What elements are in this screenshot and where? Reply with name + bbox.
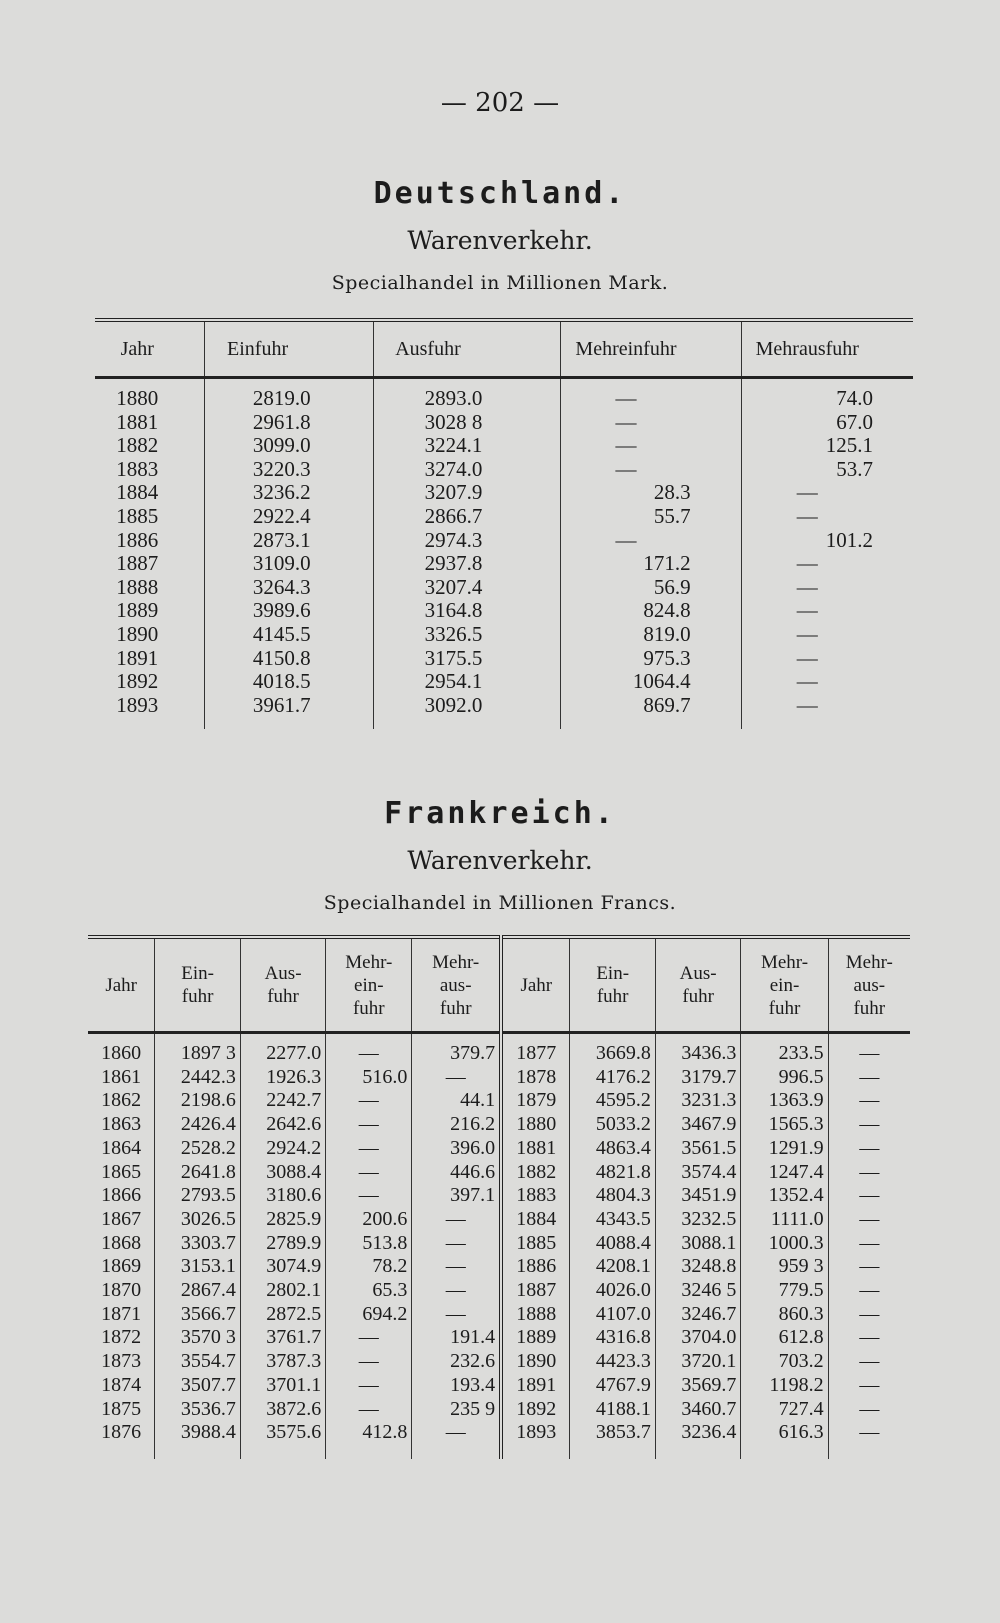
cell-export-surplus-left: 396.0: [412, 1137, 501, 1161]
cell-year-right: 1888: [501, 1303, 570, 1327]
cell-import-left: 2442.3: [155, 1066, 240, 1090]
cell-import-right: 4026.0: [570, 1279, 655, 1303]
cell-year-left: 1867: [101, 1207, 142, 1230]
column-header-export-right: Aus- fuhr: [655, 937, 740, 1033]
cell-import-surplus-left: —: [326, 1350, 412, 1374]
cell-export-right: 3460.7: [655, 1398, 740, 1422]
cell-export: 3028 8: [373, 411, 561, 435]
cell-export-right: 3467.9: [655, 1113, 740, 1137]
cell-year-left: 1864: [101, 1136, 142, 1159]
table-row: [95, 458, 913, 482]
cell-year-right: 1890: [501, 1350, 570, 1374]
cell-year-right: 1887: [501, 1279, 570, 1303]
cell-export-surplus-left: 232.6: [412, 1350, 501, 1374]
cell-export-surplus-right: —: [828, 1208, 910, 1232]
table-header-row: [88, 937, 910, 1033]
cell-import-surplus-right: 727.4: [741, 1398, 828, 1422]
table-row: [88, 1255, 910, 1279]
cell-year-left: 1868: [101, 1231, 142, 1254]
table-row: [88, 1279, 910, 1303]
cell-import-surplus-right: 703.2: [741, 1350, 828, 1374]
cell-import-right: 4804.3: [570, 1184, 655, 1208]
column-header-import: Einfuhr: [204, 320, 373, 378]
cell-year-left: 1861: [101, 1065, 142, 1088]
cell-export-surplus-right: —: [828, 1255, 910, 1279]
cell-year-right: 1886: [501, 1255, 570, 1279]
cell-year: 1887: [116, 551, 159, 576]
cell-export-surplus-right: —: [828, 1033, 910, 1066]
cell-export-left: 3787.3: [240, 1350, 325, 1374]
cell-import-surplus: 819.0: [561, 623, 741, 647]
cell-import: 3220.3: [204, 458, 373, 482]
cell-import-surplus: 56.9: [561, 576, 741, 600]
cell-year-left: 1873: [101, 1350, 142, 1373]
column-header-export-left: Aus- fuhr: [240, 937, 325, 1033]
cell-import-surplus-left: —: [326, 1326, 412, 1350]
cell-export-surplus: 53.7: [741, 458, 913, 482]
table-row: [88, 1232, 910, 1256]
cell-import-left: 3507.7: [155, 1374, 240, 1398]
cell-export: 3207.4: [373, 576, 561, 600]
cell-import-surplus-left: 516.0: [326, 1066, 412, 1090]
cell-import-left: 2426.4: [155, 1113, 240, 1137]
cell-export-surplus: 125.1: [741, 434, 913, 458]
table-row: [88, 1066, 910, 1090]
page-number: — 202 —: [440, 88, 560, 118]
cell-import-surplus: 975.3: [561, 647, 741, 671]
table-row: [88, 1137, 910, 1161]
cell-import-right: 3669.8: [570, 1033, 655, 1066]
cell-import-right: 4821.8: [570, 1161, 655, 1185]
column-header-export-surplus: Mehrausfuhr: [741, 320, 913, 378]
cell-export: 2893.0: [373, 378, 561, 411]
cell-import-surplus-right: 616.3: [741, 1421, 828, 1459]
cell-year-left: 1860: [101, 1042, 142, 1064]
cell-export-surplus-right: —: [828, 1303, 910, 1327]
cell-import-surplus: 824.8: [561, 599, 741, 623]
cell-export-surplus-left: —: [412, 1303, 501, 1327]
cell-import-surplus: 55.7: [561, 505, 741, 529]
cell-export-surplus: —: [741, 647, 913, 671]
cell-export-right: 3236.4: [655, 1421, 740, 1459]
cell-import: 4150.8: [204, 647, 373, 671]
cell-import-surplus-right: 1111.0: [741, 1208, 828, 1232]
cell-import-left: 3153.1: [155, 1255, 240, 1279]
cell-import-right: 5033.2: [570, 1113, 655, 1137]
cell-export-left: 2242.7: [240, 1089, 325, 1113]
cell-import-surplus-left: —: [326, 1184, 412, 1208]
table-row: [88, 1398, 910, 1422]
cell-import-right: 4188.1: [570, 1398, 655, 1422]
column-header-import-right: Ein- fuhr: [570, 937, 655, 1033]
cell-export-surplus: —: [741, 694, 913, 730]
table-row: [88, 1303, 910, 1327]
cell-year: 1889: [116, 598, 159, 623]
cell-export-surplus-right: —: [828, 1066, 910, 1090]
cell-export-left: 2802.1: [240, 1279, 325, 1303]
cell-import: 2922.4: [204, 505, 373, 529]
cell-import-left: 3554.7: [155, 1350, 240, 1374]
cell-import: 3989.6: [204, 599, 373, 623]
france-trade-table: [88, 935, 910, 1459]
cell-import-left: 2793.5: [155, 1184, 240, 1208]
column-header-export-surplus-right: Mehr- aus- fuhr: [828, 937, 910, 1033]
table-row: [88, 1161, 910, 1185]
cell-export-surplus-left: —: [412, 1066, 501, 1090]
cell-export-surplus-right: —: [828, 1089, 910, 1113]
cell-year-right: 1881: [501, 1137, 570, 1161]
table-row: [88, 1374, 910, 1398]
cell-year-left: 1865: [101, 1160, 142, 1183]
cell-year-right: 1892: [501, 1398, 570, 1422]
table-row: [88, 1033, 910, 1066]
cell-import-right: 4208.1: [570, 1255, 655, 1279]
cell-import-surplus: 1064.4: [561, 670, 741, 694]
cell-export-right: 3720.1: [655, 1350, 740, 1374]
cell-year: 1886: [116, 527, 159, 552]
cell-import-surplus-right: 1198.2: [741, 1374, 828, 1398]
cell-export: 2937.8: [373, 552, 561, 576]
cell-year-right: 1891: [501, 1374, 570, 1398]
cell-import-left: 3303.7: [155, 1232, 240, 1256]
cell-export-surplus-left: 379.7: [412, 1033, 501, 1066]
cell-export-left: 3180.6: [240, 1184, 325, 1208]
cell-year-left: 1875: [101, 1397, 142, 1420]
cell-export-left: 3074.9: [240, 1255, 325, 1279]
column-header-import-surplus-left: Mehr- ein- fuhr: [326, 937, 412, 1033]
cell-export-surplus-left: 191.4: [412, 1326, 501, 1350]
table-row: [95, 529, 913, 553]
cell-import-surplus-left: —: [326, 1089, 412, 1113]
cell-year: 1890: [116, 621, 159, 646]
cell-import-left: 3566.7: [155, 1303, 240, 1327]
table-row: [95, 505, 913, 529]
cell-export-surplus-left: 446.6: [412, 1161, 501, 1185]
table-row: [88, 1421, 910, 1459]
cell-import-surplus-left: 513.8: [326, 1232, 412, 1256]
cell-year: 1893: [116, 692, 159, 717]
cell-import-left: 2867.4: [155, 1279, 240, 1303]
cell-export-right: 3246.7: [655, 1303, 740, 1327]
cell-year-left: 1871: [101, 1302, 142, 1325]
cell-export-left: 2872.5: [240, 1303, 325, 1327]
cell-export: 2954.1: [373, 670, 561, 694]
cell-import-surplus-left: —: [326, 1398, 412, 1422]
cell-import-right: 4423.3: [570, 1350, 655, 1374]
cell-export-surplus-left: 193.4: [412, 1374, 501, 1398]
cell-year-right: 1893: [501, 1421, 570, 1459]
cell-import: 3109.0: [204, 552, 373, 576]
cell-year: 1884: [116, 480, 159, 505]
cell-import-left: 3570 3: [155, 1326, 240, 1350]
cell-year: 1892: [116, 669, 159, 694]
table-row: [88, 1089, 910, 1113]
cell-import-surplus-left: 694.2: [326, 1303, 412, 1327]
cell-import-surplus: 171.2: [561, 552, 741, 576]
cell-import-surplus-left: 78.2: [326, 1255, 412, 1279]
cell-year-left: 1872: [101, 1326, 142, 1349]
cell-import-right: 4343.5: [570, 1208, 655, 1232]
france-subtitle: Warenverkehr.: [407, 846, 593, 875]
cell-year-left: 1874: [101, 1373, 142, 1396]
cell-year: 1883: [116, 456, 159, 481]
cell-import-surplus-right: 959 3: [741, 1255, 828, 1279]
cell-import-surplus: —: [561, 529, 741, 553]
cell-export-surplus-left: —: [412, 1279, 501, 1303]
cell-year-right: 1880: [501, 1113, 570, 1137]
france-title: Frankreich.: [384, 796, 616, 831]
table-row: [95, 670, 913, 694]
cell-export-surplus-right: —: [828, 1374, 910, 1398]
cell-export: 3164.8: [373, 599, 561, 623]
table-row: [95, 576, 913, 600]
cell-export-right: 3088.1: [655, 1232, 740, 1256]
table-row: [95, 434, 913, 458]
cell-export-right: 3248.8: [655, 1255, 740, 1279]
cell-import: 4145.5: [204, 623, 373, 647]
cell-export-left: 2277.0: [240, 1033, 325, 1066]
cell-import-left: 2528.2: [155, 1137, 240, 1161]
cell-import-left: 3988.4: [155, 1421, 240, 1459]
column-header-export: Ausfuhr: [373, 320, 561, 378]
table-row: [95, 599, 913, 623]
germany-title: Deutschland.: [373, 176, 627, 211]
cell-export-left: 2825.9: [240, 1208, 325, 1232]
cell-import-right: 4107.0: [570, 1303, 655, 1327]
table-row: [95, 623, 913, 647]
table-row: [88, 1350, 910, 1374]
cell-export-right: 3179.7: [655, 1066, 740, 1090]
cell-import-surplus-right: 1291.9: [741, 1137, 828, 1161]
column-header-year-left: Jahr: [88, 937, 155, 1033]
cell-export-right: 3561.5: [655, 1137, 740, 1161]
germany-subtitle: Warenverkehr.: [407, 226, 593, 255]
cell-export-right: 3231.3: [655, 1089, 740, 1113]
cell-year-right: 1878: [501, 1066, 570, 1090]
cell-export-surplus: —: [741, 552, 913, 576]
cell-import-surplus-left: —: [326, 1161, 412, 1185]
cell-export-right: 3451.9: [655, 1184, 740, 1208]
column-header-year: Jahr: [95, 320, 204, 378]
table-row: [88, 1326, 910, 1350]
cell-export-surplus: 67.0: [741, 411, 913, 435]
germany-caption: Specialhandel in Millionen Mark.: [331, 272, 669, 294]
cell-import-surplus: —: [561, 434, 741, 458]
cell-import-surplus-left: —: [326, 1113, 412, 1137]
cell-export-surplus-right: —: [828, 1184, 910, 1208]
cell-export-right: 3569.7: [655, 1374, 740, 1398]
cell-import-left: 3026.5: [155, 1208, 240, 1232]
cell-export-surplus: —: [741, 505, 913, 529]
cell-year-left: 1862: [101, 1089, 142, 1112]
cell-year-right: 1885: [501, 1232, 570, 1256]
cell-import-surplus-left: 412.8: [326, 1421, 412, 1459]
cell-export-surplus: —: [741, 623, 913, 647]
cell-export-left: 3701.1: [240, 1374, 325, 1398]
cell-import-surplus-right: 1352.4: [741, 1184, 828, 1208]
cell-import-surplus-right: 1247.4: [741, 1161, 828, 1185]
cell-year-right: 1879: [501, 1089, 570, 1113]
cell-export-surplus-left: 44.1: [412, 1089, 501, 1113]
cell-export-surplus-right: —: [828, 1232, 910, 1256]
cell-year-left: 1876: [101, 1421, 142, 1444]
cell-import-right: 4088.4: [570, 1232, 655, 1256]
cell-import-surplus: —: [561, 458, 741, 482]
cell-export-surplus: 74.0: [741, 378, 913, 411]
table-row: [88, 1184, 910, 1208]
cell-import: 3264.3: [204, 576, 373, 600]
cell-export-surplus-left: —: [412, 1421, 501, 1459]
cell-export: 3207.9: [373, 481, 561, 505]
cell-import-right: 4767.9: [570, 1374, 655, 1398]
cell-export-right: 3574.4: [655, 1161, 740, 1185]
cell-import-surplus: 869.7: [561, 694, 741, 730]
cell-import-left: 2198.6: [155, 1089, 240, 1113]
column-header-import-surplus-right: Mehr- ein- fuhr: [741, 937, 828, 1033]
cell-import-surplus: 28.3: [561, 481, 741, 505]
table-row: [95, 552, 913, 576]
cell-import-surplus-left: —: [326, 1137, 412, 1161]
cell-export-left: 2924.2: [240, 1137, 325, 1161]
cell-import-surplus-right: 233.5: [741, 1033, 828, 1066]
cell-export-left: 1926.3: [240, 1066, 325, 1090]
cell-import-surplus-left: —: [326, 1374, 412, 1398]
cell-export-surplus-left: —: [412, 1255, 501, 1279]
cell-export-surplus: —: [741, 670, 913, 694]
cell-import-surplus-right: 779.5: [741, 1279, 828, 1303]
cell-year-right: 1884: [501, 1208, 570, 1232]
cell-year: 1885: [116, 503, 159, 528]
cell-import-surplus-right: 1363.9: [741, 1089, 828, 1113]
cell-import: 3961.7: [204, 694, 373, 730]
cell-export-surplus-right: —: [828, 1350, 910, 1374]
cell-export-surplus-right: —: [828, 1326, 910, 1350]
cell-import: 2873.1: [204, 529, 373, 553]
cell-export-right: 3704.0: [655, 1326, 740, 1350]
cell-export-left: 3872.6: [240, 1398, 325, 1422]
cell-import: 3099.0: [204, 434, 373, 458]
cell-import: 2961.8: [204, 411, 373, 435]
cell-export: 2974.3: [373, 529, 561, 553]
cell-import-right: 4316.8: [570, 1326, 655, 1350]
cell-export-surplus-left: —: [412, 1208, 501, 1232]
table-row: [88, 1113, 910, 1137]
cell-year-right: 1883: [501, 1184, 570, 1208]
cell-year-left: 1870: [101, 1279, 142, 1302]
table-row: [95, 481, 913, 505]
cell-export-right: 3436.3: [655, 1033, 740, 1066]
cell-year-left: 1869: [101, 1255, 142, 1278]
cell-year-right: 1889: [501, 1326, 570, 1350]
cell-year: 1882: [116, 433, 159, 458]
cell-export-left: 3761.7: [240, 1326, 325, 1350]
cell-year: 1881: [116, 409, 159, 434]
cell-export: 2866.7: [373, 505, 561, 529]
cell-export: 3224.1: [373, 434, 561, 458]
germany-trade-table: [95, 318, 913, 729]
cell-export-surplus-right: —: [828, 1279, 910, 1303]
cell-export-surplus-right: —: [828, 1421, 910, 1459]
cell-export-left: 2642.6: [240, 1113, 325, 1137]
table-row: [95, 411, 913, 435]
cell-year: 1888: [116, 574, 159, 599]
column-header-export-surplus-left: Mehr- aus- fuhr: [412, 937, 501, 1033]
cell-import-surplus-right: 1000.3: [741, 1232, 828, 1256]
cell-import-surplus-right: 996.5: [741, 1066, 828, 1090]
cell-export-surplus: —: [741, 481, 913, 505]
cell-year-right: 1877: [501, 1033, 570, 1066]
cell-export-surplus: —: [741, 599, 913, 623]
cell-import-right: 4863.4: [570, 1137, 655, 1161]
cell-import-right: 3853.7: [570, 1421, 655, 1459]
table-row: [88, 1208, 910, 1232]
cell-year-right: 1882: [501, 1161, 570, 1185]
cell-export-surplus-right: —: [828, 1137, 910, 1161]
cell-export-left: 3088.4: [240, 1161, 325, 1185]
cell-export-surplus-left: 216.2: [412, 1113, 501, 1137]
cell-year: 1891: [116, 645, 159, 670]
cell-export-surplus-right: —: [828, 1398, 910, 1422]
cell-export-surplus-right: —: [828, 1113, 910, 1137]
cell-import: 3236.2: [204, 481, 373, 505]
cell-export-right: 3246 5: [655, 1279, 740, 1303]
cell-import-surplus: —: [561, 378, 741, 411]
column-header-year-right: Jahr: [501, 937, 570, 1033]
cell-import-surplus-left: 200.6: [326, 1208, 412, 1232]
cell-year: 1880: [116, 386, 159, 410]
cell-import-right: 4176.2: [570, 1066, 655, 1090]
table-row: [95, 694, 913, 730]
cell-import-left: 3536.7: [155, 1398, 240, 1422]
cell-year-left: 1866: [101, 1184, 142, 1207]
table-row: [95, 647, 913, 671]
cell-export: 3326.5: [373, 623, 561, 647]
cell-export-surplus-left: 235 9: [412, 1398, 501, 1422]
cell-export-surplus: 101.2: [741, 529, 913, 553]
table-header-row: [95, 320, 913, 378]
cell-export-surplus: —: [741, 576, 913, 600]
table-row: [95, 378, 913, 411]
cell-import-surplus-right: 1565.3: [741, 1113, 828, 1137]
cell-year-left: 1863: [101, 1113, 142, 1136]
column-header-import-left: Ein- fuhr: [155, 937, 240, 1033]
cell-export: 3092.0: [373, 694, 561, 730]
cell-import-surplus-right: 860.3: [741, 1303, 828, 1327]
cell-export-right: 3232.5: [655, 1208, 740, 1232]
cell-export-left: 3575.6: [240, 1421, 325, 1459]
cell-import-surplus-right: 612.8: [741, 1326, 828, 1350]
cell-export-surplus-left: —: [412, 1232, 501, 1256]
cell-import-surplus: —: [561, 411, 741, 435]
cell-import-surplus-left: —: [326, 1033, 412, 1066]
cell-import-surplus-left: 65.3: [326, 1279, 412, 1303]
cell-import: 2819.0: [204, 378, 373, 411]
column-header-import-surplus: Mehreinfuhr: [561, 320, 741, 378]
cell-export-surplus-right: —: [828, 1161, 910, 1185]
cell-export: 3175.5: [373, 647, 561, 671]
cell-export-left: 2789.9: [240, 1232, 325, 1256]
cell-import-right: 4595.2: [570, 1089, 655, 1113]
cell-import-left: 2641.8: [155, 1161, 240, 1185]
cell-export: 3274.0: [373, 458, 561, 482]
cell-export-surplus-left: 397.1: [412, 1184, 501, 1208]
france-caption: Specialhandel in Millionen Francs.: [323, 892, 677, 914]
cell-import: 4018.5: [204, 670, 373, 694]
cell-import-left: 1897 3: [155, 1033, 240, 1066]
